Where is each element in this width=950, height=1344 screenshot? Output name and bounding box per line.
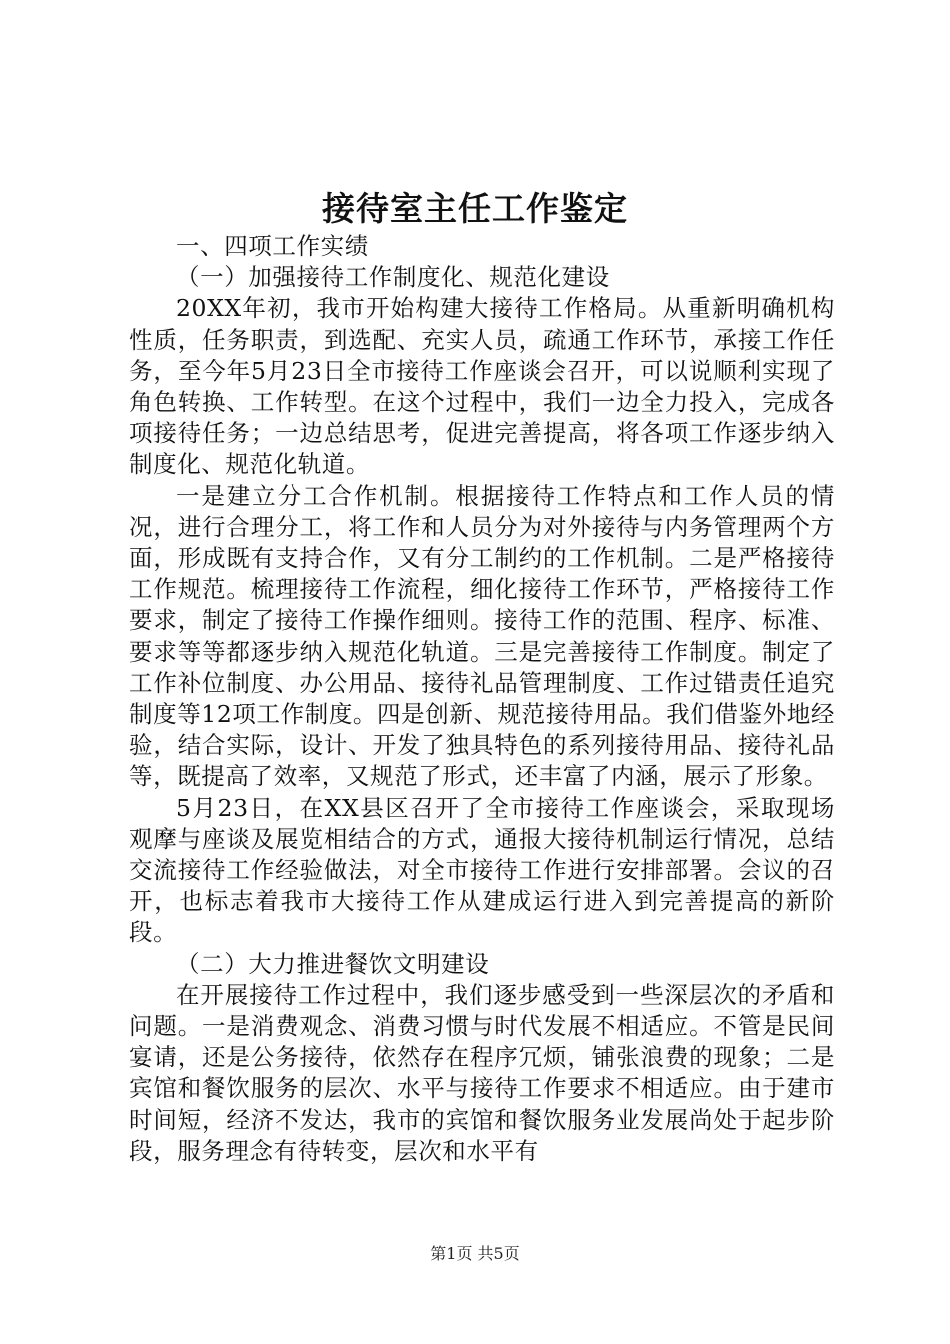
subsection-heading: （二）大力推进餐饮文明建设 [176, 949, 490, 978]
page-title: 接待室主任工作鉴定 [322, 189, 628, 228]
subsection-heading: （一）加强接待工作制度化、规范化建设 [176, 263, 610, 292]
page-footer: 第1页 共5页 [430, 1244, 520, 1263]
document-body [129, 231, 835, 1167]
section-heading: 一、四项工作实绩 [176, 232, 369, 260]
body-paragraph: 一是建立分工合作机制。根据接待工作特点和工作人员的情况，进行合理分工，将工作和人员分为对外接待与内务管理两个方面，形成既有支持合作，又有分工制约的工作机制。二是严格接待工作规范。梳理接待工作流程，细化接待工作环节，严格接待工作要求，制定了接待工作操作细则。接待工作的范围、程序、标准、要求等等都逐步纳入规范化轨道。三是完善接待工作制度。制定了工作补位制度、办公用品、接待礼品管理制度、工作过错责任追究制度等12项工作制度。四是创新、规范接待用品。我们借鉴外地经验，结合实际，设计、开发了独具特色的系列接待用品、接待礼品等，既提高了效率，又规范了形式，还丰富了内涵，展示了形象。 [129, 481, 835, 791]
body-paragraph: 20XX年初，我市开始构建大接待工作格局。从重新明确机构性质，任务职责，到选配、充实人员，疏通工作环节，承接工作任务，至今年5月23日全市接待工作座谈会召开，可以说顺利实现了角色转换、工作转型。在这个过程中，我们一边全力投入，完成各项接待任务；一边总结思考，促进完善提高，将各项工作逐步纳入制度化、规范化轨道。 [129, 294, 835, 479]
body-paragraph: 5月23日，在XX县区召开了全市接待工作座谈会，采取现场观摩与座谈及展览相结合的方式，通报大接待机制运行情况，总结交流接待工作经验做法，对全市接待工作进行安排部署。会议的召开，也标志着我市大接待工作从建成运行进入到完善提高的新阶段。 [129, 793, 835, 947]
body-paragraph: 在开展接待工作过程中，我们逐步感受到一些深层次的矛盾和问题。一是消费观念、消费习惯与时代发展不相适应。不管是民间宴请，还是公务接待，依然存在程序冗烦，铺张浪费的现象；二是宾馆和餐饮服务的层次、水平与接待工作要求不相适应。由于建市时间短，经济不发达，我市的宾馆和餐饮服务业发展尚处于起步阶段，服务理念有待转变，层次和水平有 [129, 980, 835, 1165]
